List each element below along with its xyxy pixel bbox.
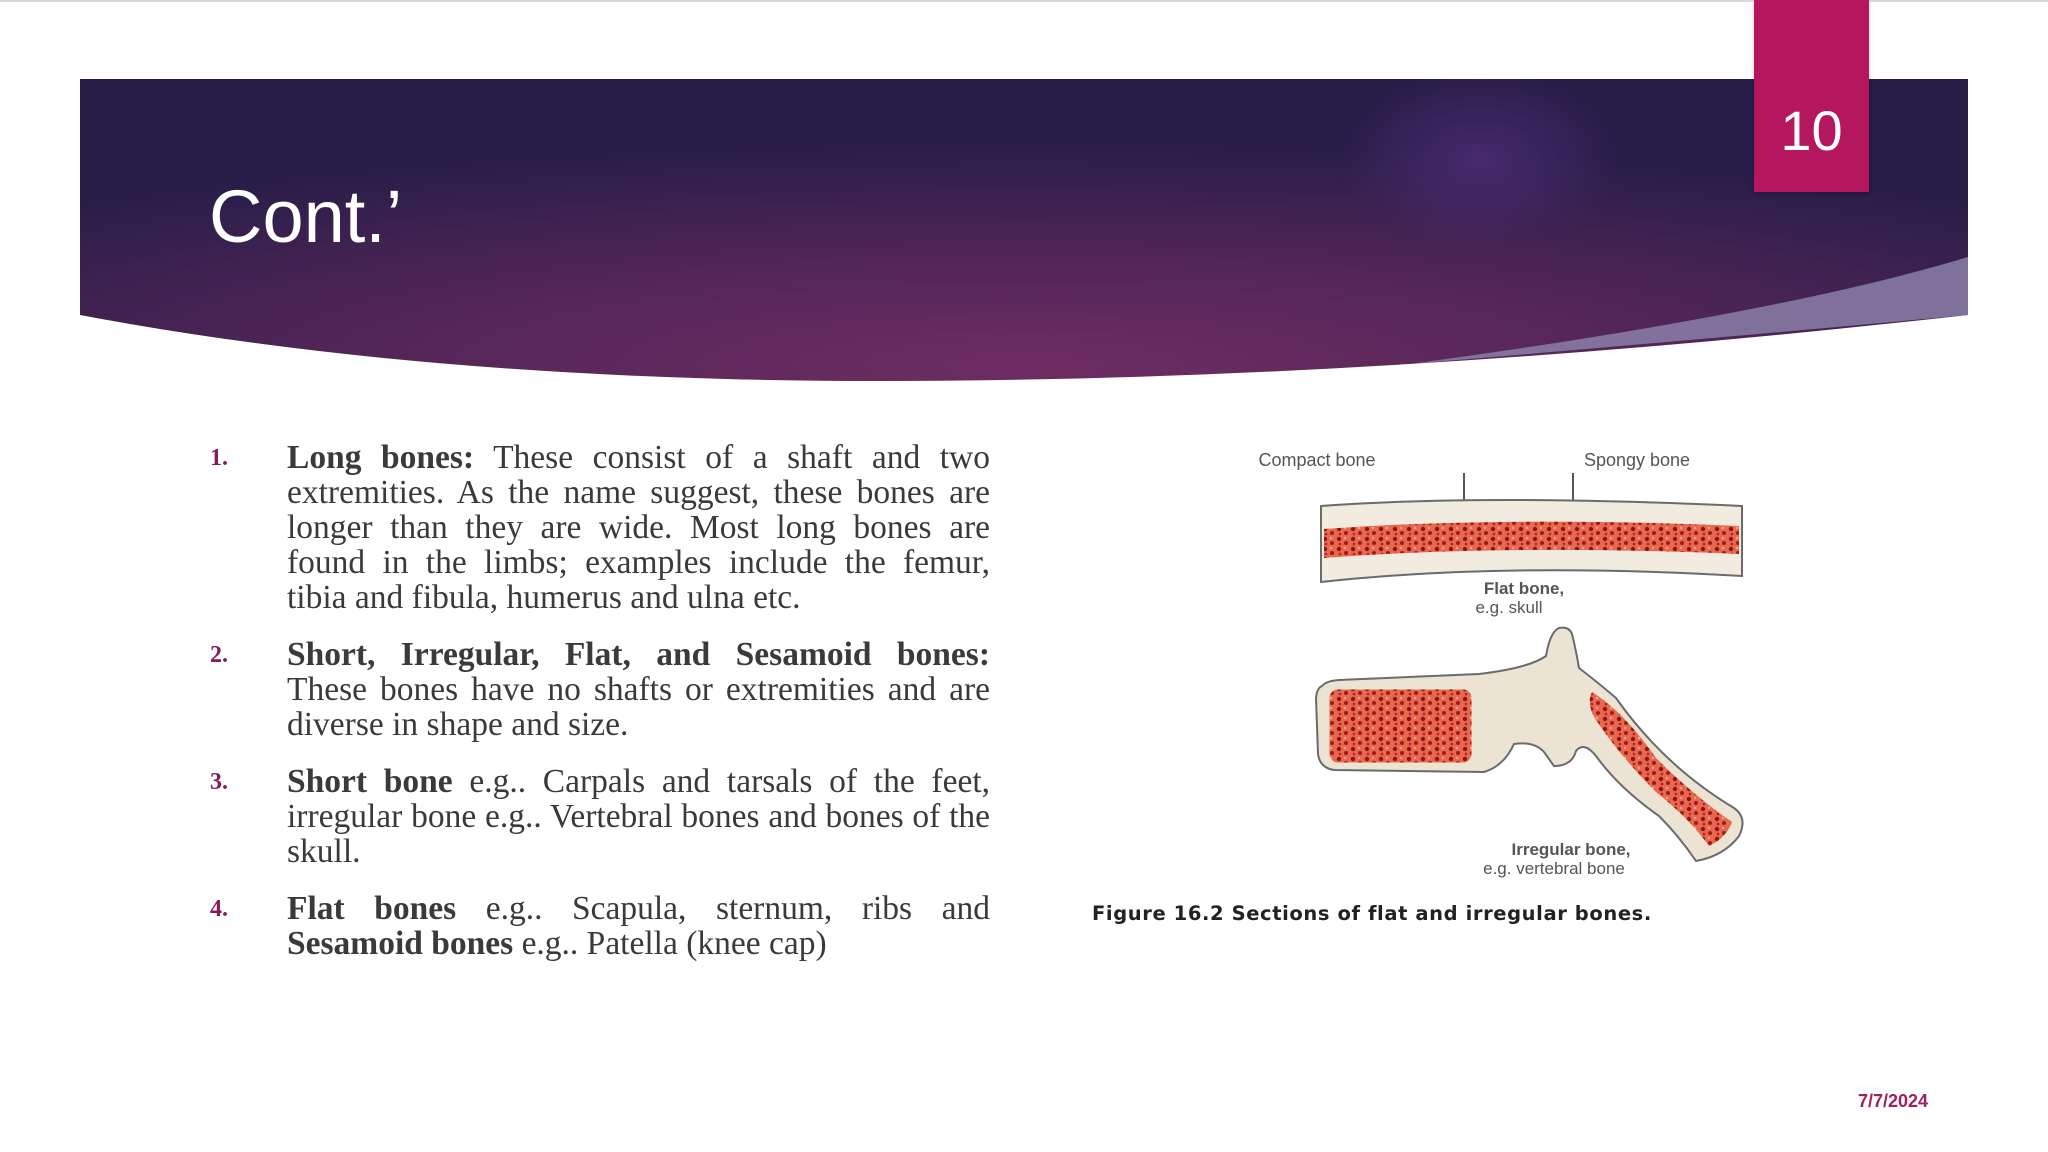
list-item (200, 764, 990, 869)
item-heading-secondary: Sesamoid bones (287, 925, 514, 962)
label-spongy-bone: Spongy bone (1583, 450, 1691, 470)
list-item (200, 891, 990, 961)
slide-date: 7/7/2024 (1858, 1091, 1929, 1111)
figure-caption: Figure 16.2 Sections of flat and irregular bones. (1092, 902, 1652, 925)
slide-title: Cont.’ (209, 175, 403, 258)
label-irregular-bone-example: e.g. vertebral bone (1483, 859, 1625, 878)
list-number: 2. (210, 642, 228, 668)
label-flat-bone-example: e.g. skull (1475, 598, 1543, 617)
item-heading: Short bone (287, 763, 453, 800)
item-text: e.g.. Carpals and tarsals of the feet, irregular bone e.g.. Vertebral bones and bones of the skull. (287, 763, 990, 870)
bone-types-list (200, 440, 990, 983)
list-number: 1. (210, 445, 228, 471)
item-heading: Long bones: (287, 439, 475, 476)
top-border (0, 0, 2048, 2)
item-text: These consist of a shaft and two extremities. As the name suggest, these bones are longer than they are wide. Most long bones are found in the limbs; examples include the femur, tibia and fibula, humerus and ulna etc. (287, 439, 991, 616)
flat-bone-illustration (1321, 500, 1742, 582)
page-number-badge (1754, 0, 1869, 192)
list-item (200, 440, 990, 615)
item-text: These bones have no shafts or extremities and are diverse in shape and size. (287, 671, 990, 743)
item-text-secondary: e.g.. Patella (knee cap) (513, 925, 827, 962)
label-irregular-bone: Irregular bone, (1511, 840, 1631, 859)
item-heading: Flat bones (287, 890, 457, 927)
page-number: 10 (1780, 99, 1843, 162)
item-text: e.g.. Scapula, sternum, ribs and (456, 890, 990, 927)
item-heading: Short, Irregular, Flat, and Sesamoid bones: (287, 636, 990, 673)
label-compact-bone: Compact bone (1258, 450, 1376, 470)
list-item (200, 637, 990, 742)
bone-sections-figure (1084, 436, 1774, 934)
list-number: 3. (210, 769, 228, 795)
list-number: 4. (210, 896, 228, 922)
label-flat-bone: Flat bone, (1483, 579, 1565, 598)
irregular-bone-illustration (1316, 628, 1743, 861)
